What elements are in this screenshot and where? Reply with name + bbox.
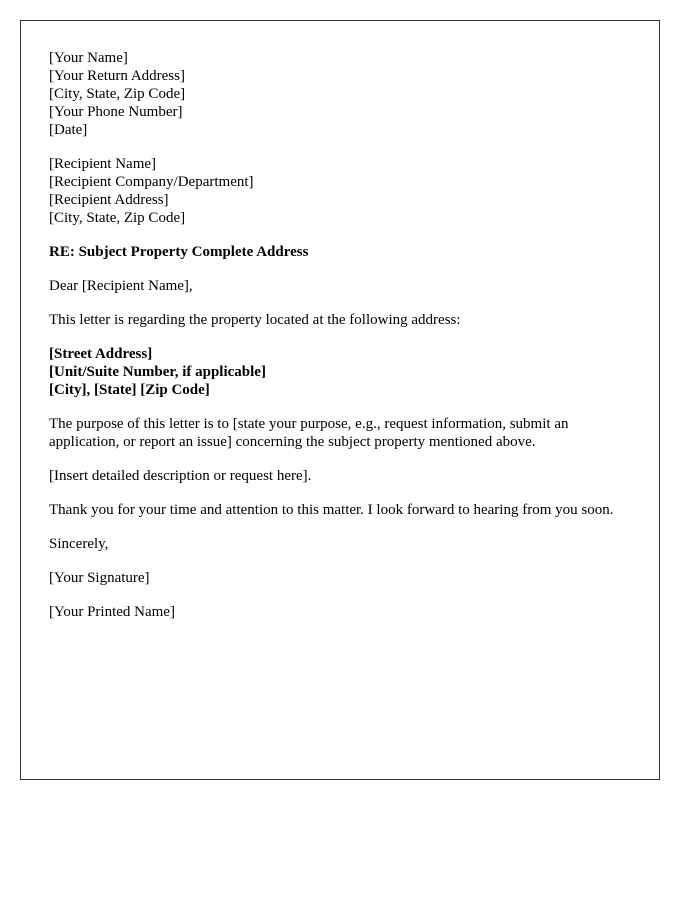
salutation: Dear [Recipient Name], bbox=[49, 278, 193, 294]
sender-address: [Your Return Address] bbox=[49, 68, 185, 84]
recipient-company: [Recipient Company/Department] bbox=[49, 174, 254, 190]
property-address-block bbox=[49, 345, 619, 399]
sender-city-state-zip: [City, State, Zip Code] bbox=[49, 86, 186, 102]
recipient-block bbox=[49, 155, 619, 227]
sender-phone: [Your Phone Number] bbox=[49, 104, 183, 120]
property-unit: [Unit/Suite Number, if applicable] bbox=[49, 364, 266, 380]
property-street: [Street Address] bbox=[49, 346, 153, 362]
letter-content bbox=[49, 49, 619, 637]
signature-placeholder: [Your Signature] bbox=[49, 570, 150, 586]
sender-block bbox=[49, 49, 619, 139]
purpose-paragraph: The purpose of this letter is to [state your purpose, e.g., request information, submit an application, or report an issue] concerning the subject property mentioned above. bbox=[49, 416, 569, 450]
letter-page bbox=[20, 20, 660, 780]
letter-date: [Date] bbox=[49, 122, 88, 138]
printed-name: [Your Printed Name] bbox=[49, 604, 175, 620]
closing-paragraph: Thank you for your time and attention to this matter. I look forward to hearing from you soon. bbox=[49, 502, 614, 518]
details-paragraph: [Insert detailed description or request here]. bbox=[49, 468, 312, 484]
recipient-city-state-zip: [City, State, Zip Code] bbox=[49, 210, 186, 226]
intro-paragraph: This letter is regarding the property located at the following address: bbox=[49, 312, 461, 328]
recipient-address: [Recipient Address] bbox=[49, 192, 169, 208]
closing: Sincerely, bbox=[49, 536, 109, 552]
subject-line: RE: Subject Property Complete Address bbox=[49, 244, 309, 260]
recipient-name: [Recipient Name] bbox=[49, 156, 157, 172]
sender-name: [Your Name] bbox=[49, 50, 128, 66]
property-city-state-zip: [City], [State] [Zip Code] bbox=[49, 382, 210, 398]
